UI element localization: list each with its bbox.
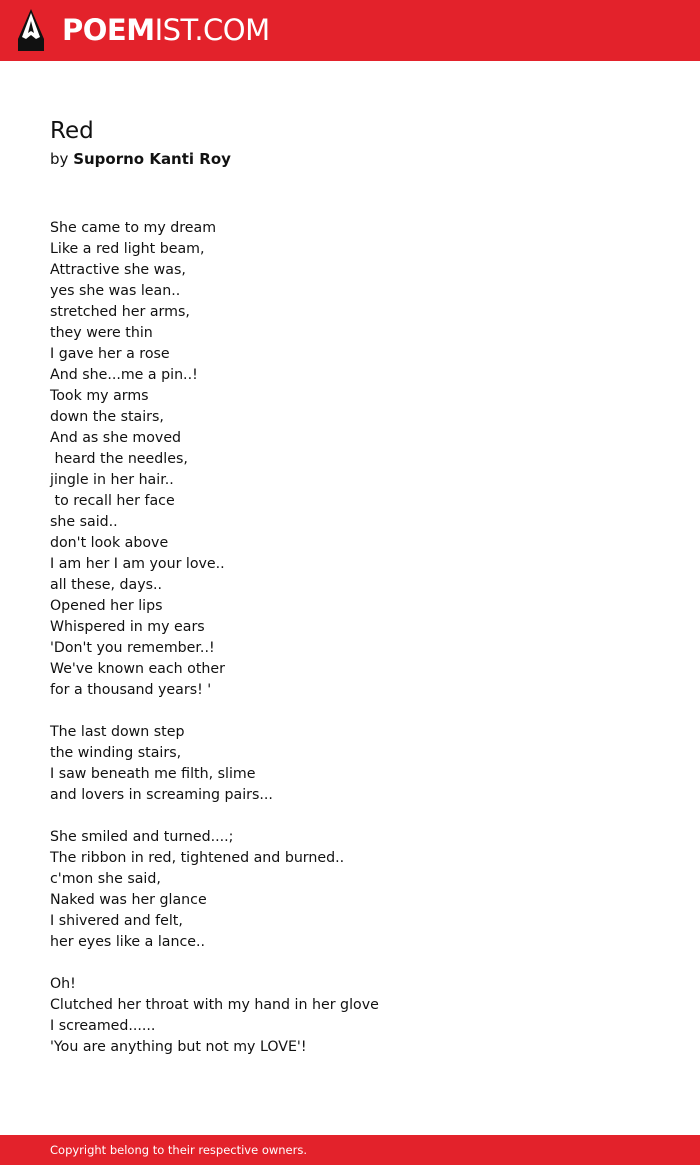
poem-line: Naked was her glance	[50, 892, 207, 908]
site-footer	[0, 1135, 700, 1165]
poem-line: Whispered in my ears	[50, 619, 205, 635]
stanza-break	[50, 806, 650, 827]
by-label: by	[50, 150, 69, 168]
stanza-break	[50, 701, 650, 722]
poem-line: the winding stairs,	[50, 745, 182, 761]
poem-byline	[50, 148, 231, 170]
poem-line: I screamed......	[50, 1018, 156, 1034]
site-header	[0, 0, 700, 61]
poem-line: and lovers in screaming pairs...	[50, 787, 273, 803]
poem-line: she said..	[50, 514, 118, 530]
poem-line: they were thin	[50, 325, 153, 341]
poem-line: down the stairs,	[50, 409, 164, 425]
poem-line: Attractive she was,	[50, 262, 186, 278]
poem-line: Like a red light beam,	[50, 241, 205, 257]
poem-line: all these, days..	[50, 577, 163, 593]
poem-line: The ribbon in red, tightened and burned..	[50, 850, 345, 866]
poem-line: for a thousand years! '	[50, 682, 212, 698]
poem-line: And as she moved	[50, 430, 182, 446]
poem-line: We've known each other	[50, 661, 225, 677]
poem-line: c'mon she said,	[50, 871, 161, 887]
poem-line: I shivered and felt,	[50, 913, 183, 929]
poem-line: don't look above	[50, 535, 169, 551]
poem-line: stretched her arms,	[50, 304, 190, 320]
poem-line: heard the needles,	[50, 451, 188, 467]
poem-line: Opened her lips	[50, 598, 163, 614]
author-name: Suporno Kanti Roy	[73, 150, 231, 168]
poem-line: Took my arms	[50, 388, 149, 404]
poem-line: her eyes like a lance..	[50, 934, 206, 950]
poem-line: yes she was lean..	[50, 283, 181, 299]
poem-line: Oh!	[50, 976, 76, 992]
poem-line: And she...me a pin..!	[50, 367, 198, 383]
poem-line: 'Don't you remember..!	[50, 640, 215, 656]
poem-line: I saw beneath me filth, slime	[50, 766, 256, 782]
poem-line: Clutched her throat with my hand in her glove	[50, 997, 379, 1013]
poem-line: I am her I am your love..	[50, 556, 225, 572]
poem-line: The last down step	[50, 724, 185, 740]
poem-line: She came to my dream	[50, 220, 217, 236]
poem-line: jingle in her hair..	[50, 472, 174, 488]
site-logo-text[interactable]	[62, 12, 270, 48]
stanza-break	[50, 953, 650, 974]
pencil-tip-icon[interactable]	[18, 9, 44, 51]
copyright-text: Copyright belong to their respective owners.	[50, 1143, 308, 1157]
poem-body	[50, 218, 650, 1058]
poem-title: Red	[50, 118, 94, 144]
poem-line: She smiled and turned....;	[50, 829, 234, 845]
brand-light: IST.COM	[154, 13, 270, 47]
poem-line: I gave her a rose	[50, 346, 170, 362]
poem-line: to recall her face	[50, 493, 175, 509]
poem-line: 'You are anything but not my LOVE'!	[50, 1039, 307, 1055]
brand-bold: POEM	[62, 13, 155, 47]
